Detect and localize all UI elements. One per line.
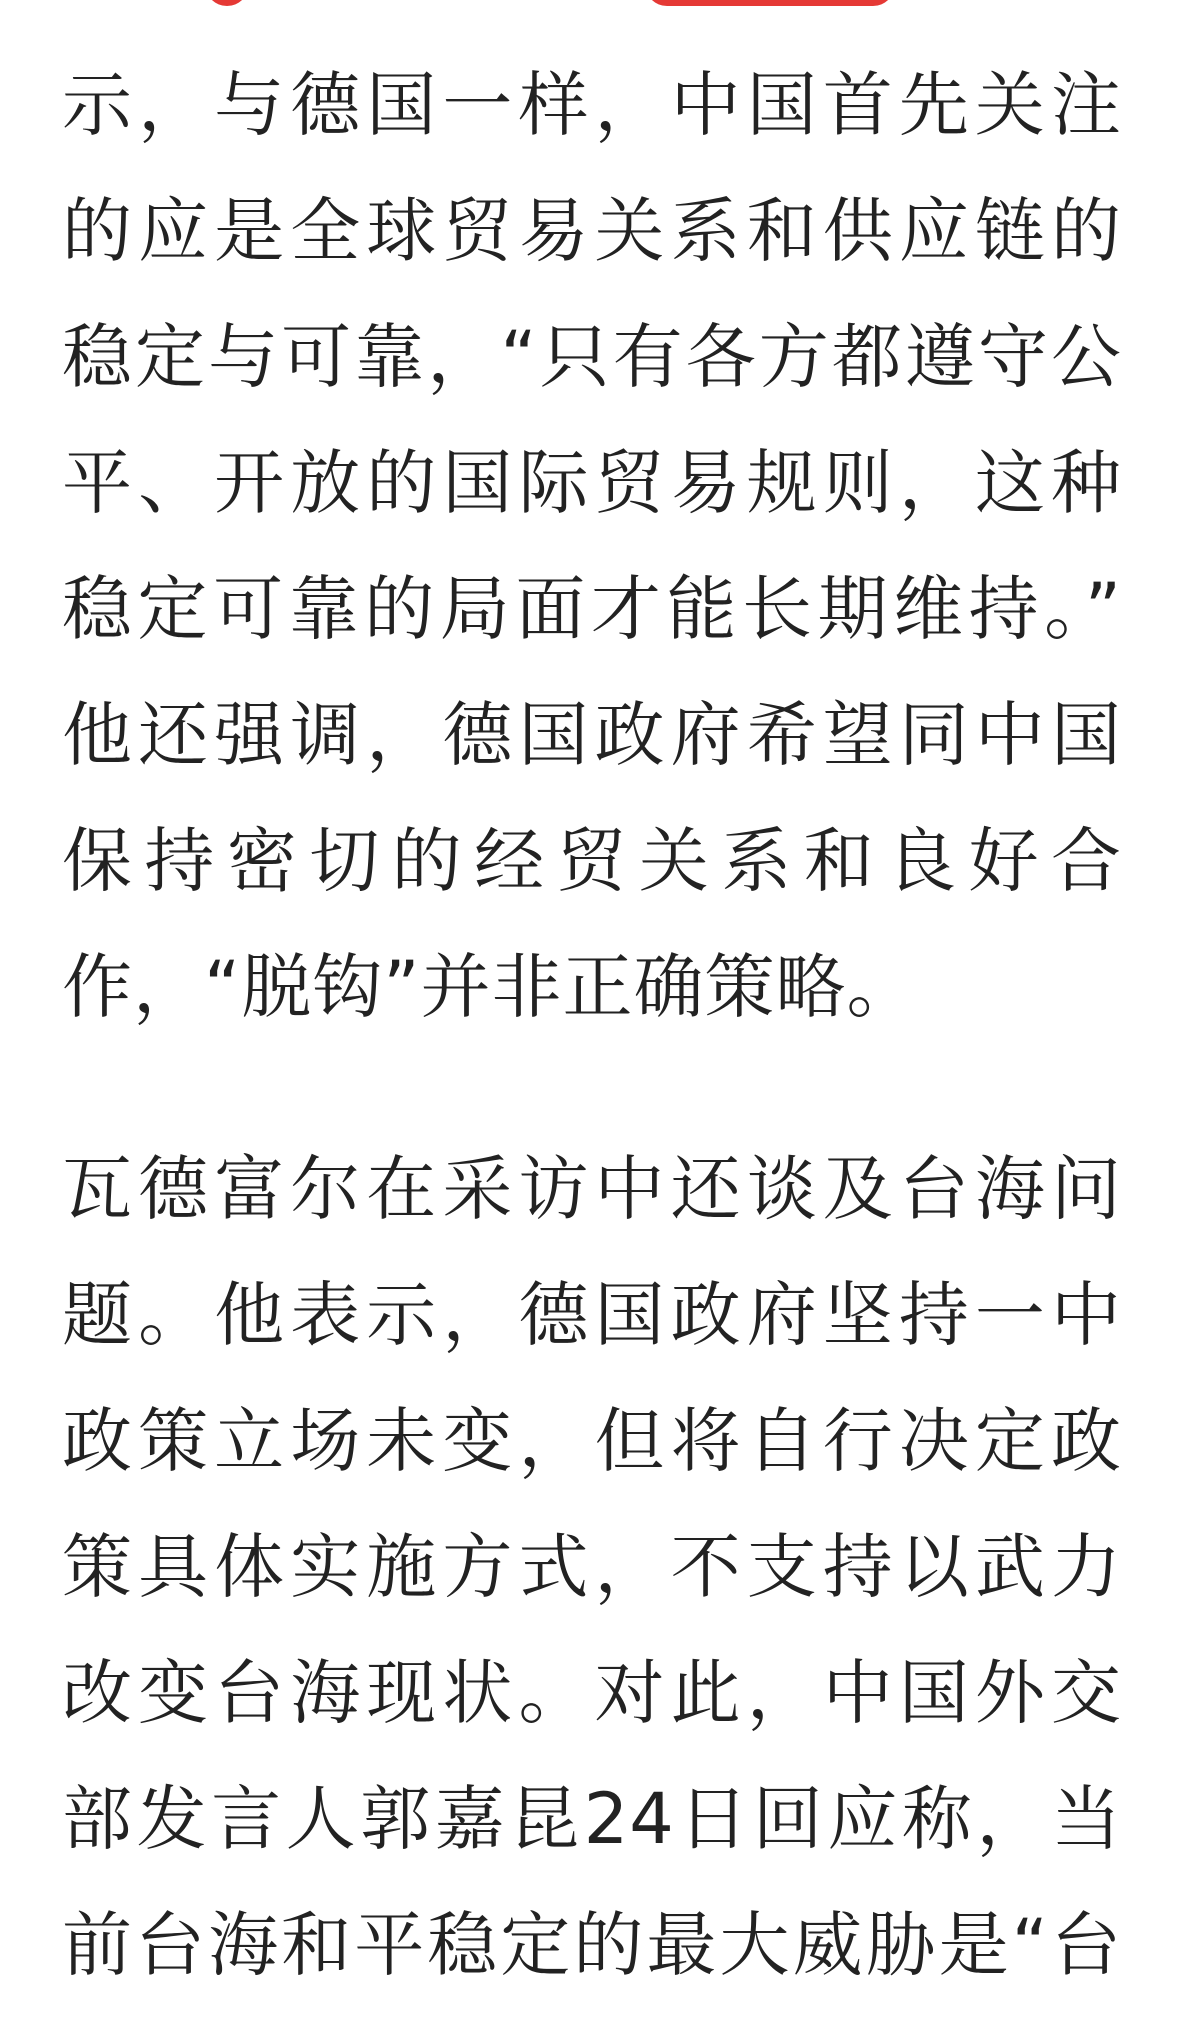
paragraph-2 xyxy=(62,1126,1122,2008)
paragraph-1 xyxy=(62,42,1122,1050)
paragraph-line: 保持密切的经贸关系和良好合 xyxy=(62,820,1122,902)
paragraph-line: 稳定与可靠，“只有各方都遵守公 xyxy=(62,316,1122,398)
paragraph-line: 政策立场未变，但将自行决定政 xyxy=(62,1400,1122,1482)
paragraph-line: 题。他表示，德国政府坚持一中 xyxy=(62,1274,1122,1356)
paragraph-line: 部发言人郭嘉昆24日回应称，当 xyxy=(62,1778,1122,1860)
top-decoration-dot xyxy=(205,0,249,6)
paragraph-line: 策具体实施方式，不支持以武力 xyxy=(62,1526,1122,1608)
paragraph-line: 平、开放的国际贸易规则，这种 xyxy=(62,442,1122,524)
paragraph-line: 稳定可靠的局面才能长期维持。” xyxy=(62,568,1122,650)
paragraph-line: 的应是全球贸易关系和供应链的 xyxy=(62,190,1122,272)
paragraph-line: 示，与德国一样，中国首先关注 xyxy=(62,64,1122,146)
paragraph-line: 作，“脱钩”并非正确策略。 xyxy=(62,946,918,1028)
paragraph-separator xyxy=(62,1050,1122,1126)
paragraph-line: 改变台海现状。对此，中国外交 xyxy=(62,1652,1122,1734)
paragraph-line: 他还强调，德国政府希望同中国 xyxy=(62,694,1122,776)
top-decoration-button xyxy=(645,0,895,6)
paragraph-line: 瓦德富尔在采访中还谈及台海问 xyxy=(62,1148,1122,1230)
article-body xyxy=(62,42,1122,2008)
paragraph-line: 前台海和平稳定的最大威胁是“台 xyxy=(62,1904,1122,1986)
